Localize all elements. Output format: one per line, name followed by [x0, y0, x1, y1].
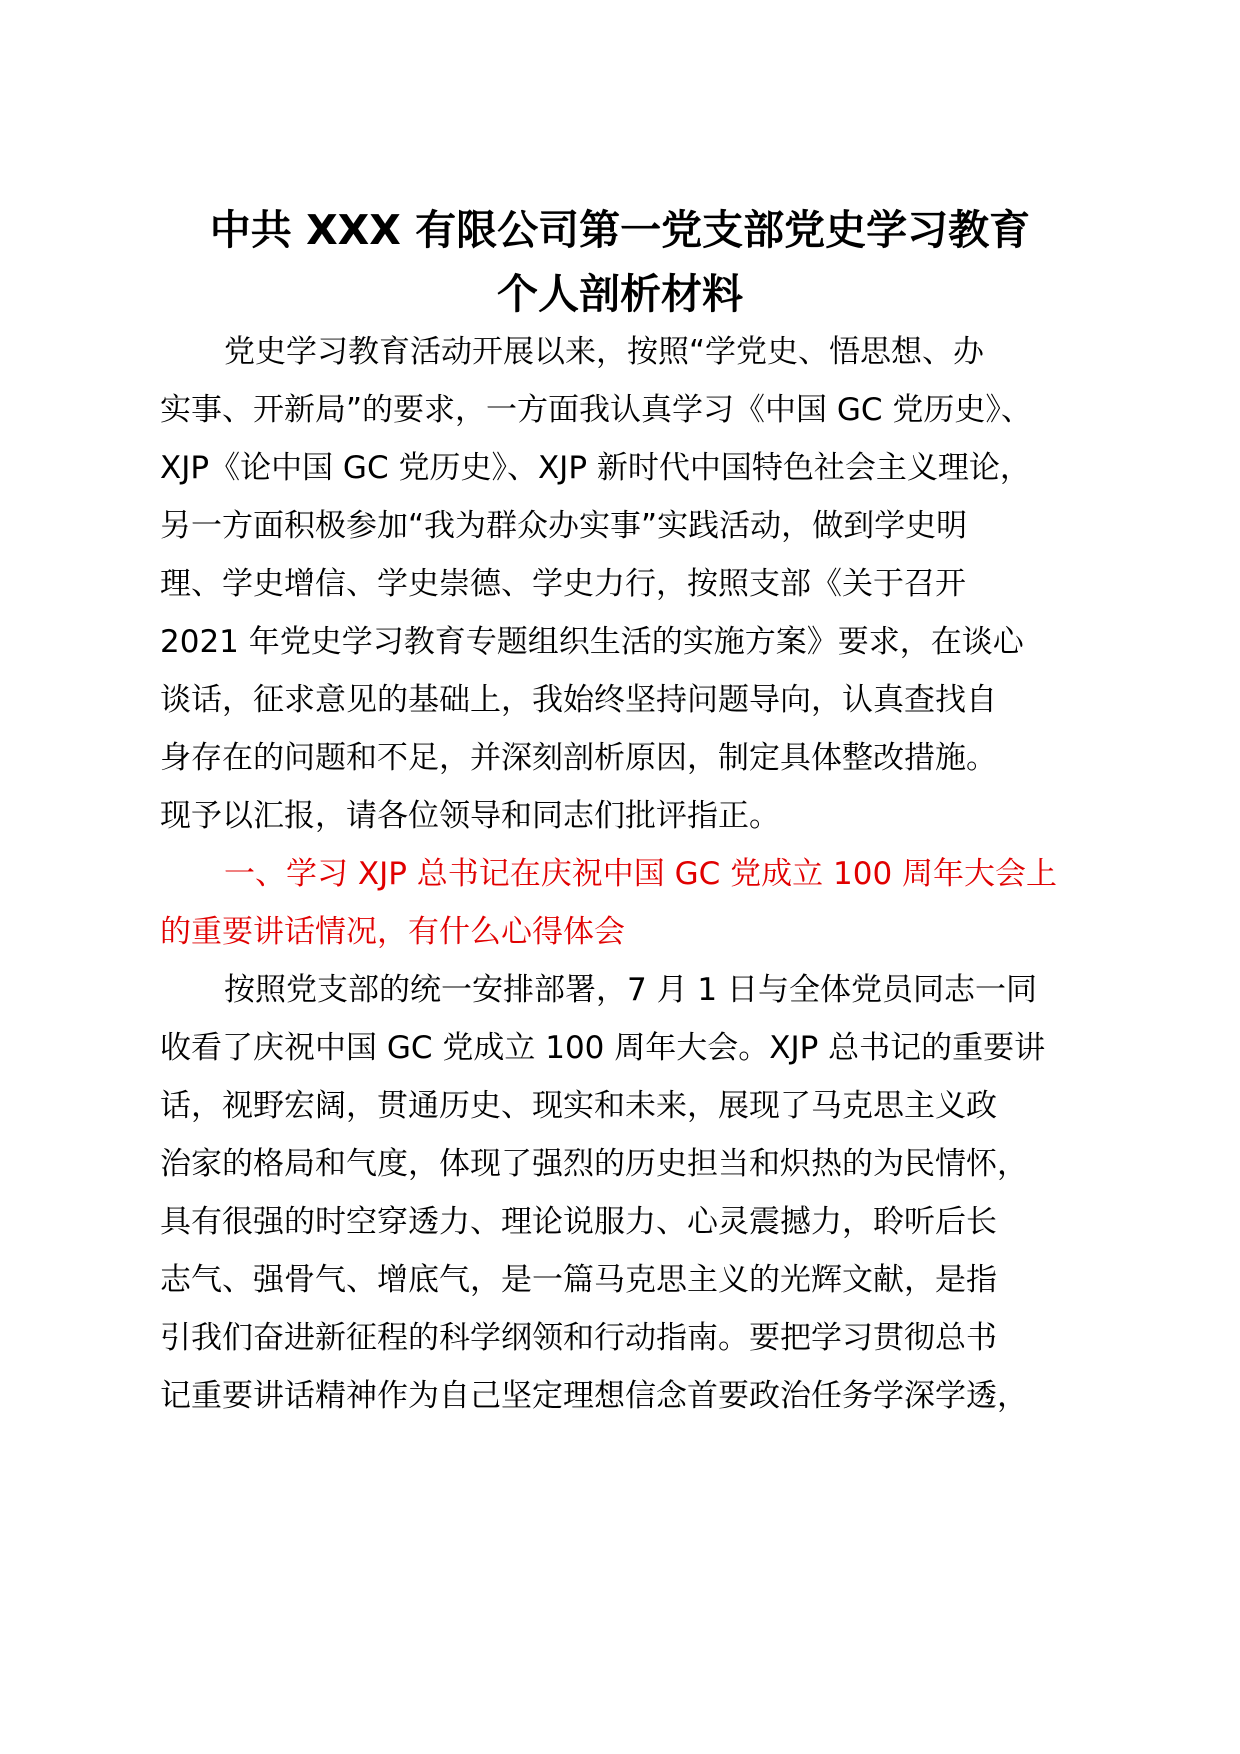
- paragraph-1-line-4: 另一方面积极参加“我为群众办实事”实践活动，做到学史明: [160, 508, 968, 544]
- paragraph-1-line-6: 2021 年党史学习教育专题组织生活的实施方案》要求，在谈心: [160, 624, 1024, 660]
- paragraph-1-line-5: 理、学史增信、学史崇德、学史力行，按照支部《关于召开: [160, 566, 966, 602]
- document-title-line-1: 中共 XXX 有限公司第一党支部党史学习教育: [209, 206, 1031, 254]
- paragraph-2-line-6: 志气、强骨气、增底气，是一篇马克思主义的光辉文献，是指: [160, 1262, 997, 1298]
- section-heading-line-2: 的重要讲话情况，有什么心得体会: [160, 914, 625, 950]
- paragraph-2-line-8: 记重要讲话精神作为自己坚定理想信念首要政治任务学深学透，: [160, 1378, 1028, 1414]
- paragraph-2-line-1: 按照党支部的统一安排部署，7 月 1 日与全体党员同志一同: [224, 972, 1038, 1008]
- paragraph-1-line-9: 现予以汇报，请各位领导和同志们批评指正。: [160, 798, 780, 834]
- document-title-line-2: 个人剖析材料: [497, 270, 743, 318]
- paragraph-2-line-4: 治家的格局和气度，体现了强烈的历史担当和炽热的为民情怀，: [160, 1146, 1028, 1182]
- paragraph-2-line-5: 具有很强的时空穿透力、理论说服力、心灵震撼力，聆听后长: [160, 1204, 997, 1240]
- paragraph-1-line-8: 身存在的问题和不足，并深刻剖析原因，制定具体整改措施。: [160, 740, 997, 776]
- paragraph-2-line-7: 引我们奋进新征程的科学纲领和行动指南。要把学习贯彻总书: [160, 1320, 997, 1356]
- paragraph-1-line-1: 党史学习教育活动开展以来，按照“学党史、悟思想、办: [224, 334, 985, 370]
- section-heading-line-1: 一、学习 XJP 总书记在庆祝中国 GC 党成立 100 周年大会上: [224, 856, 1058, 892]
- paragraph-1-line-2: 实事、开新局”的要求，一方面我认真学习《中国 GC 党历史》、: [160, 392, 1032, 428]
- paragraph-1-line-7: 谈话，征求意见的基础上，我始终坚持问题导向，认真查找自: [160, 682, 997, 718]
- paragraph-2-line-2: 收看了庆祝中国 GC 党成立 100 周年大会。XJP 总书记的重要讲: [160, 1030, 1046, 1066]
- paragraph-2-line-3: 话，视野宏阔，贯通历史、现实和未来，展现了马克思主义政: [160, 1088, 997, 1124]
- paragraph-1-line-3: XJP《论中国 GC 党历史》、XJP 新时代中国特色社会主义理论，: [160, 450, 1031, 486]
